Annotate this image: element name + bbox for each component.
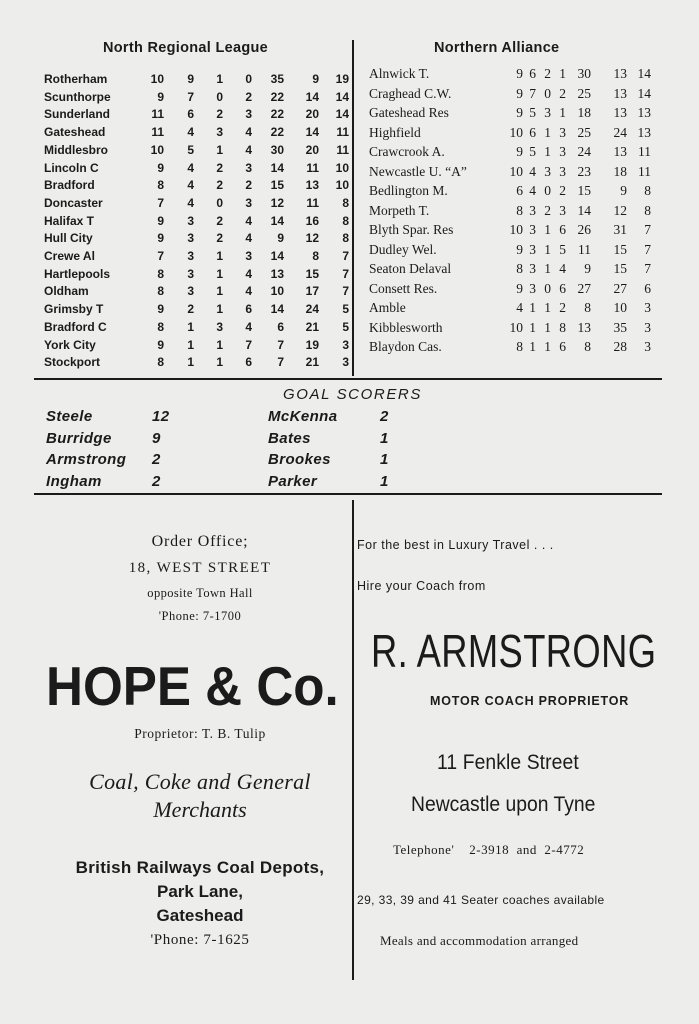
goals-against-cell: 21	[305, 319, 319, 334]
scorer-goals: 2	[380, 408, 389, 425]
played-cell: 10	[150, 142, 164, 157]
team-name: Highfield	[369, 124, 421, 140]
team-name: Middlesbro	[44, 142, 109, 157]
goals-for-cell: 26	[577, 222, 591, 237]
hope-depot-line-1: British Railways Coal Depots,	[75, 858, 325, 877]
goals-for-cell: 9	[277, 231, 284, 246]
won-cell: 4	[187, 178, 194, 193]
lost-cell: 2	[559, 85, 566, 101]
goals-for-cell: 8	[584, 339, 591, 354]
goals-for-cell: 7	[277, 355, 284, 370]
lost-cell: 5	[559, 241, 566, 257]
won-cell: 6	[529, 124, 536, 140]
scorer-goals: 9	[152, 429, 161, 447]
team-name: Morpeth T.	[369, 202, 430, 218]
team-name: Craghead C.W.	[369, 85, 452, 101]
played-cell: 9	[157, 302, 164, 317]
scorer-goals: 2	[152, 451, 161, 468]
won-cell: 3	[529, 261, 536, 276]
won-cell: 3	[187, 249, 194, 263]
team-name: Kibblesworth	[369, 319, 443, 335]
goals-against-cell: 17	[305, 284, 319, 299]
team-name: Halifax T	[44, 213, 95, 228]
drawn-cell: 1	[216, 72, 223, 86]
lost-cell: 2	[245, 178, 252, 193]
played-cell: 8	[516, 202, 523, 218]
points-cell: 14	[637, 85, 651, 101]
points-cell: 7	[342, 249, 349, 263]
points-cell: 14	[335, 107, 349, 122]
played-cell: 9	[516, 241, 523, 257]
drawn-cell: 3	[216, 319, 223, 334]
goals-against-cell: 9	[312, 72, 319, 86]
goals-against-cell: 13	[305, 178, 319, 193]
points-cell: 7	[644, 241, 651, 257]
lost-cell: 2	[559, 300, 566, 315]
north-regional-title: North Regional League	[103, 40, 269, 56]
drawn-cell: 2	[216, 213, 223, 228]
lost-cell: 3	[559, 124, 566, 140]
won-cell: 4	[529, 183, 536, 198]
team-name: Rotherham	[44, 72, 108, 86]
drawn-cell: 1	[216, 355, 223, 370]
points-cell: 11	[336, 125, 349, 140]
team-name: Hartlepools	[44, 266, 111, 281]
scorer-name: McKenna	[268, 408, 338, 425]
points-cell: 7	[342, 284, 349, 299]
goals-for-cell: 27	[577, 280, 591, 296]
goals-against-cell: 10	[613, 300, 627, 315]
goals-for-cell: 14	[270, 213, 284, 228]
scorer-name: Brookes	[268, 451, 331, 468]
goals-against-cell: 21	[305, 355, 319, 370]
armstrong-telephone: Telephone' 2-3918 and 2-4772	[393, 842, 585, 857]
drawn-cell: 1	[216, 302, 223, 317]
drawn-cell: 1	[216, 284, 223, 299]
lost-cell: 4	[559, 261, 566, 276]
team-name: Scunthorpe	[44, 89, 111, 104]
goals-against-cell: 15	[305, 266, 319, 281]
points-cell: 11	[638, 144, 651, 159]
lost-cell: 2	[245, 89, 252, 104]
lost-cell: 3	[559, 163, 566, 179]
drawn-cell: 0	[544, 280, 551, 296]
lost-cell: 3	[245, 195, 252, 210]
won-cell: 5	[529, 144, 536, 159]
scorer-name: Parker	[268, 472, 318, 490]
goals-for-cell: 6	[277, 319, 284, 334]
scorer-name: Burridge	[46, 429, 112, 447]
played-cell: 8	[157, 266, 164, 281]
won-cell: 3	[529, 280, 536, 296]
goals-for-cell: 15	[270, 178, 284, 193]
drawn-cell: 2	[544, 66, 551, 81]
team-name: Blaydon Cas.	[369, 339, 442, 354]
goals-for-cell: 23	[577, 163, 591, 179]
played-cell: 8	[157, 284, 164, 299]
drawn-cell: 2	[216, 231, 223, 246]
points-cell: 8	[342, 231, 349, 246]
table-divider	[352, 40, 354, 376]
goals-against-cell: 12	[613, 202, 627, 218]
hope-trade-line-1: Coal, Coke and General	[89, 769, 311, 794]
lost-cell: 1	[559, 66, 566, 81]
drawn-cell: 3	[544, 163, 551, 179]
won-cell: 4	[529, 163, 536, 179]
points-cell: 7	[644, 222, 651, 237]
points-cell: 8	[342, 195, 349, 210]
lost-cell: 3	[559, 144, 566, 159]
lost-cell: 6	[559, 280, 566, 296]
points-cell: 11	[638, 163, 651, 179]
drawn-cell: 2	[216, 160, 223, 175]
goal-scorers-title: GOAL SCORERS	[283, 386, 422, 403]
won-cell: 3	[187, 231, 194, 246]
points-cell: 10	[335, 178, 349, 193]
team-name: Grimsby T	[44, 302, 104, 317]
drawn-cell: 1	[544, 222, 551, 237]
played-cell: 9	[157, 213, 164, 228]
lost-cell: 6	[245, 302, 252, 317]
won-cell: 3	[529, 202, 536, 218]
points-cell: 3	[644, 339, 651, 354]
drawn-cell: 2	[216, 107, 223, 122]
team-name: Bedlington M.	[369, 183, 448, 198]
goals-against-cell: 19	[305, 337, 319, 352]
goals-for-cell: 14	[577, 202, 591, 218]
lost-cell: 7	[245, 337, 252, 352]
drawn-cell: 1	[216, 266, 223, 281]
goals-for-cell: 9	[584, 261, 591, 276]
lost-cell: 0	[245, 72, 252, 86]
goals-for-cell: 25	[577, 85, 591, 101]
team-name: Dudley Wel.	[369, 241, 437, 257]
drawn-cell: 0	[216, 89, 223, 104]
drawn-cell: 3	[544, 105, 551, 120]
drawn-cell: 0	[216, 195, 223, 210]
goals-against-cell: 13	[613, 85, 627, 101]
drawn-cell: 1	[544, 300, 551, 315]
won-cell: 3	[187, 213, 194, 228]
goals-against-cell: 35	[613, 319, 627, 335]
armstrong-coaches: 29, 33, 39 and 41 Seater coaches available	[357, 893, 605, 907]
points-cell: 14	[637, 66, 651, 81]
played-cell: 11	[151, 125, 164, 140]
armstrong-city: Newcastle upon Tyne	[411, 793, 596, 816]
goals-against-cell: 15	[613, 241, 627, 257]
goals-for-cell: 14	[270, 160, 284, 175]
lost-cell: 4	[245, 213, 252, 228]
won-cell: 6	[529, 66, 536, 81]
armstrong-subtitle: MOTOR COACH PROPRIETOR	[430, 694, 630, 708]
played-cell: 8	[157, 319, 164, 334]
lost-cell: 8	[559, 319, 566, 335]
goals-for-cell: 35	[270, 72, 284, 86]
goals-for-cell: 14	[270, 249, 284, 263]
armstrong-meals: Meals and accommodation arranged	[380, 933, 579, 948]
team-name: Blyth Spar. Res	[369, 222, 454, 237]
goals-against-cell: 9	[620, 183, 627, 198]
won-cell: 3	[529, 222, 536, 237]
goals-against-cell: 8	[312, 249, 319, 263]
scorer-name: Steele	[46, 408, 93, 425]
goals-for-cell: 18	[577, 105, 591, 120]
armstrong-street: 11 Fenkle Street	[437, 751, 579, 774]
hope-depot-line-2: Park Lane,	[157, 882, 243, 901]
points-cell: 19	[335, 72, 349, 86]
drawn-cell: 1	[544, 144, 551, 159]
goals-against-cell: 14	[305, 125, 319, 140]
section-rule-top	[34, 378, 662, 380]
lost-cell: 4	[245, 266, 252, 281]
played-cell: 8	[516, 261, 523, 276]
drawn-cell: 1	[544, 124, 551, 140]
lost-cell: 6	[559, 222, 566, 237]
played-cell: 8	[157, 355, 164, 370]
points-cell: 8	[644, 183, 651, 198]
team-name: York City	[44, 337, 96, 352]
goals-for-cell: 13	[577, 319, 591, 335]
team-name: Stockport	[44, 355, 101, 370]
played-cell: 9	[157, 337, 164, 352]
played-cell: 9	[157, 231, 164, 246]
goals-for-cell: 8	[584, 300, 591, 315]
points-cell: 7	[644, 261, 651, 276]
drawn-cell: 1	[544, 339, 551, 354]
team-name: Sunderland	[44, 107, 111, 122]
goals-against-cell: 14	[305, 89, 319, 104]
goals-for-cell: 30	[270, 142, 284, 157]
team-name: Hull City	[44, 231, 93, 246]
hope-address: 18, WEST STREET	[128, 560, 272, 576]
goals-against-cell: 15	[613, 261, 627, 276]
goals-for-cell: 22	[270, 107, 284, 122]
points-cell: 8	[644, 202, 651, 218]
won-cell: 5	[187, 142, 194, 157]
won-cell: 1	[529, 319, 536, 335]
lost-cell: 3	[245, 107, 252, 122]
won-cell: 6	[187, 107, 194, 122]
scorer-goals: 1	[380, 429, 389, 447]
points-cell: 6	[644, 280, 651, 296]
team-name: Oldham	[44, 284, 89, 299]
armstrong-name: R. ARMSTRONG	[371, 625, 657, 677]
goals-for-cell: 13	[270, 266, 284, 281]
order-office: Order Office;	[151, 533, 249, 550]
goals-against-cell: 11	[306, 160, 319, 175]
won-cell: 9	[187, 72, 194, 86]
hope-opposite: opposite Town Hall	[147, 586, 253, 600]
drawn-cell: 2	[216, 178, 223, 193]
goals-against-cell: 13	[613, 144, 627, 159]
won-cell: 4	[187, 195, 194, 210]
goals-against-cell: 27	[613, 280, 627, 296]
points-cell: 3	[644, 319, 651, 335]
points-cell: 8	[342, 213, 349, 228]
played-cell: 7	[157, 249, 164, 263]
won-cell: 3	[529, 241, 536, 257]
goals-against-cell: 13	[613, 105, 627, 120]
won-cell: 4	[187, 125, 194, 140]
points-cell: 13	[637, 105, 651, 120]
won-cell: 1	[187, 355, 194, 370]
points-cell: 10	[335, 160, 349, 175]
team-name: Consett Res.	[369, 280, 438, 296]
hope-depot-line-3: Gateshead	[156, 906, 244, 925]
goals-for-cell: 30	[577, 66, 591, 81]
played-cell: 11	[151, 107, 164, 122]
drawn-cell: 2	[544, 202, 551, 218]
team-name: Alnwick T.	[369, 66, 430, 81]
played-cell: 10	[150, 72, 164, 86]
lost-cell: 4	[245, 284, 252, 299]
lost-cell: 4	[245, 231, 252, 246]
goals-for-cell: 12	[270, 195, 284, 210]
played-cell: 9	[516, 280, 523, 296]
points-cell: 3	[342, 337, 349, 352]
played-cell: 10	[509, 163, 523, 179]
goals-for-cell: 7	[277, 337, 284, 352]
team-name: Newcastle U. “A”	[369, 163, 467, 179]
played-cell: 8	[516, 339, 523, 354]
lost-cell: 1	[559, 105, 566, 120]
played-cell: 9	[516, 66, 523, 81]
points-cell: 5	[342, 302, 349, 317]
lost-cell: 4	[245, 142, 252, 157]
team-name: Lincoln C	[44, 160, 99, 175]
goals-against-cell: 24	[613, 124, 627, 140]
goals-for-cell: 10	[270, 284, 284, 299]
played-cell: 9	[516, 105, 523, 120]
hope-proprietor: Proprietor: T. B. Tulip	[134, 726, 266, 741]
goals-for-cell: 15	[577, 183, 591, 198]
goals-against-cell: 12	[305, 231, 319, 246]
drawn-cell: 1	[216, 337, 223, 352]
scorer-name: Ingham	[46, 472, 102, 490]
lost-cell: 3	[245, 249, 252, 263]
lost-cell: 3	[245, 160, 252, 175]
won-cell: 1	[529, 339, 536, 354]
lost-cell: 4	[245, 125, 252, 140]
goals-against-cell: 24	[305, 302, 319, 317]
played-cell: 9	[157, 89, 164, 104]
section-rule-bottom	[34, 493, 662, 495]
goals-against-cell: 20	[305, 142, 319, 157]
team-name: Gateshead	[44, 125, 106, 140]
won-cell: 1	[187, 337, 194, 352]
goals-against-cell: 20	[305, 107, 319, 122]
goals-against-cell: 16	[305, 213, 319, 228]
goals-against-cell: 28	[613, 339, 627, 354]
hope-phone-2: 'Phone: 7-1625	[150, 932, 250, 948]
drawn-cell: 1	[216, 142, 223, 157]
team-name: Bradford	[44, 178, 95, 193]
scorer-goals: 1	[380, 472, 389, 490]
won-cell: 2	[187, 302, 194, 317]
points-cell: 14	[335, 89, 349, 104]
goals-for-cell: 25	[577, 124, 591, 140]
team-name: Bradford C	[44, 319, 107, 334]
won-cell: 3	[187, 266, 194, 281]
hope-phone-1: 'Phone: 7-1700	[158, 609, 242, 623]
team-name: Doncaster	[44, 195, 103, 210]
drawn-cell: 1	[216, 249, 223, 263]
played-cell: 8	[157, 178, 164, 193]
played-cell: 10	[509, 222, 523, 237]
lost-cell: 6	[559, 339, 566, 354]
won-cell: 1	[187, 319, 194, 334]
points-cell: 11	[336, 142, 349, 157]
played-cell: 9	[516, 85, 523, 101]
scorer-goals: 12	[152, 408, 170, 425]
goals-for-cell: 14	[270, 302, 284, 317]
goals-for-cell: 11	[578, 241, 591, 257]
scorer-name: Bates	[268, 429, 311, 447]
played-cell: 10	[509, 319, 523, 335]
armstrong-tagline-2: Hire your Coach from	[357, 579, 486, 593]
goals-against-cell: 11	[306, 195, 319, 210]
hope-trade-line-2: Merchants	[153, 797, 247, 822]
won-cell: 1	[529, 300, 536, 315]
drawn-cell: 1	[544, 319, 551, 335]
points-cell: 5	[342, 319, 349, 334]
goals-for-cell: 24	[577, 144, 591, 159]
drawn-cell: 0	[544, 85, 551, 101]
drawn-cell: 0	[544, 183, 551, 198]
played-cell: 9	[516, 144, 523, 159]
won-cell: 7	[529, 85, 536, 101]
team-name: Amble	[369, 300, 406, 315]
team-name: Crawcrook A.	[369, 144, 445, 159]
team-name: Crewe Al	[44, 249, 95, 263]
hope-name: HOPE & Co.	[46, 655, 339, 717]
scorer-goals: 1	[380, 451, 389, 468]
points-cell: 3	[342, 355, 349, 370]
points-cell: 7	[342, 266, 349, 281]
played-cell: 7	[157, 195, 164, 210]
lost-cell: 4	[245, 319, 252, 334]
won-cell: 3	[187, 284, 194, 299]
played-cell: 4	[516, 300, 523, 315]
played-cell: 6	[516, 183, 523, 198]
won-cell: 7	[187, 89, 194, 104]
goals-against-cell: 13	[613, 66, 627, 81]
armstrong-tagline-1: For the best in Luxury Travel . . .	[357, 538, 554, 552]
points-cell: 3	[644, 300, 651, 315]
team-name: Seaton Delaval	[369, 261, 452, 276]
scorer-name: Armstrong	[46, 451, 127, 468]
drawn-cell: 3	[216, 125, 223, 140]
team-name: Gateshead Res	[369, 105, 449, 120]
played-cell: 10	[509, 124, 523, 140]
lost-cell: 6	[245, 355, 252, 370]
scorer-goals: 2	[152, 472, 161, 490]
drawn-cell: 1	[544, 241, 551, 257]
won-cell: 5	[529, 105, 536, 120]
played-cell: 9	[157, 160, 164, 175]
goals-for-cell: 22	[270, 125, 284, 140]
goals-against-cell: 31	[613, 222, 627, 237]
northern-alliance-title: Northern Alliance	[434, 40, 560, 56]
points-cell: 13	[637, 124, 651, 140]
lost-cell: 3	[559, 202, 566, 218]
lost-cell: 2	[559, 183, 566, 198]
goals-against-cell: 18	[613, 163, 627, 179]
drawn-cell: 1	[544, 261, 551, 276]
won-cell: 4	[187, 160, 194, 175]
goals-for-cell: 22	[270, 89, 284, 104]
